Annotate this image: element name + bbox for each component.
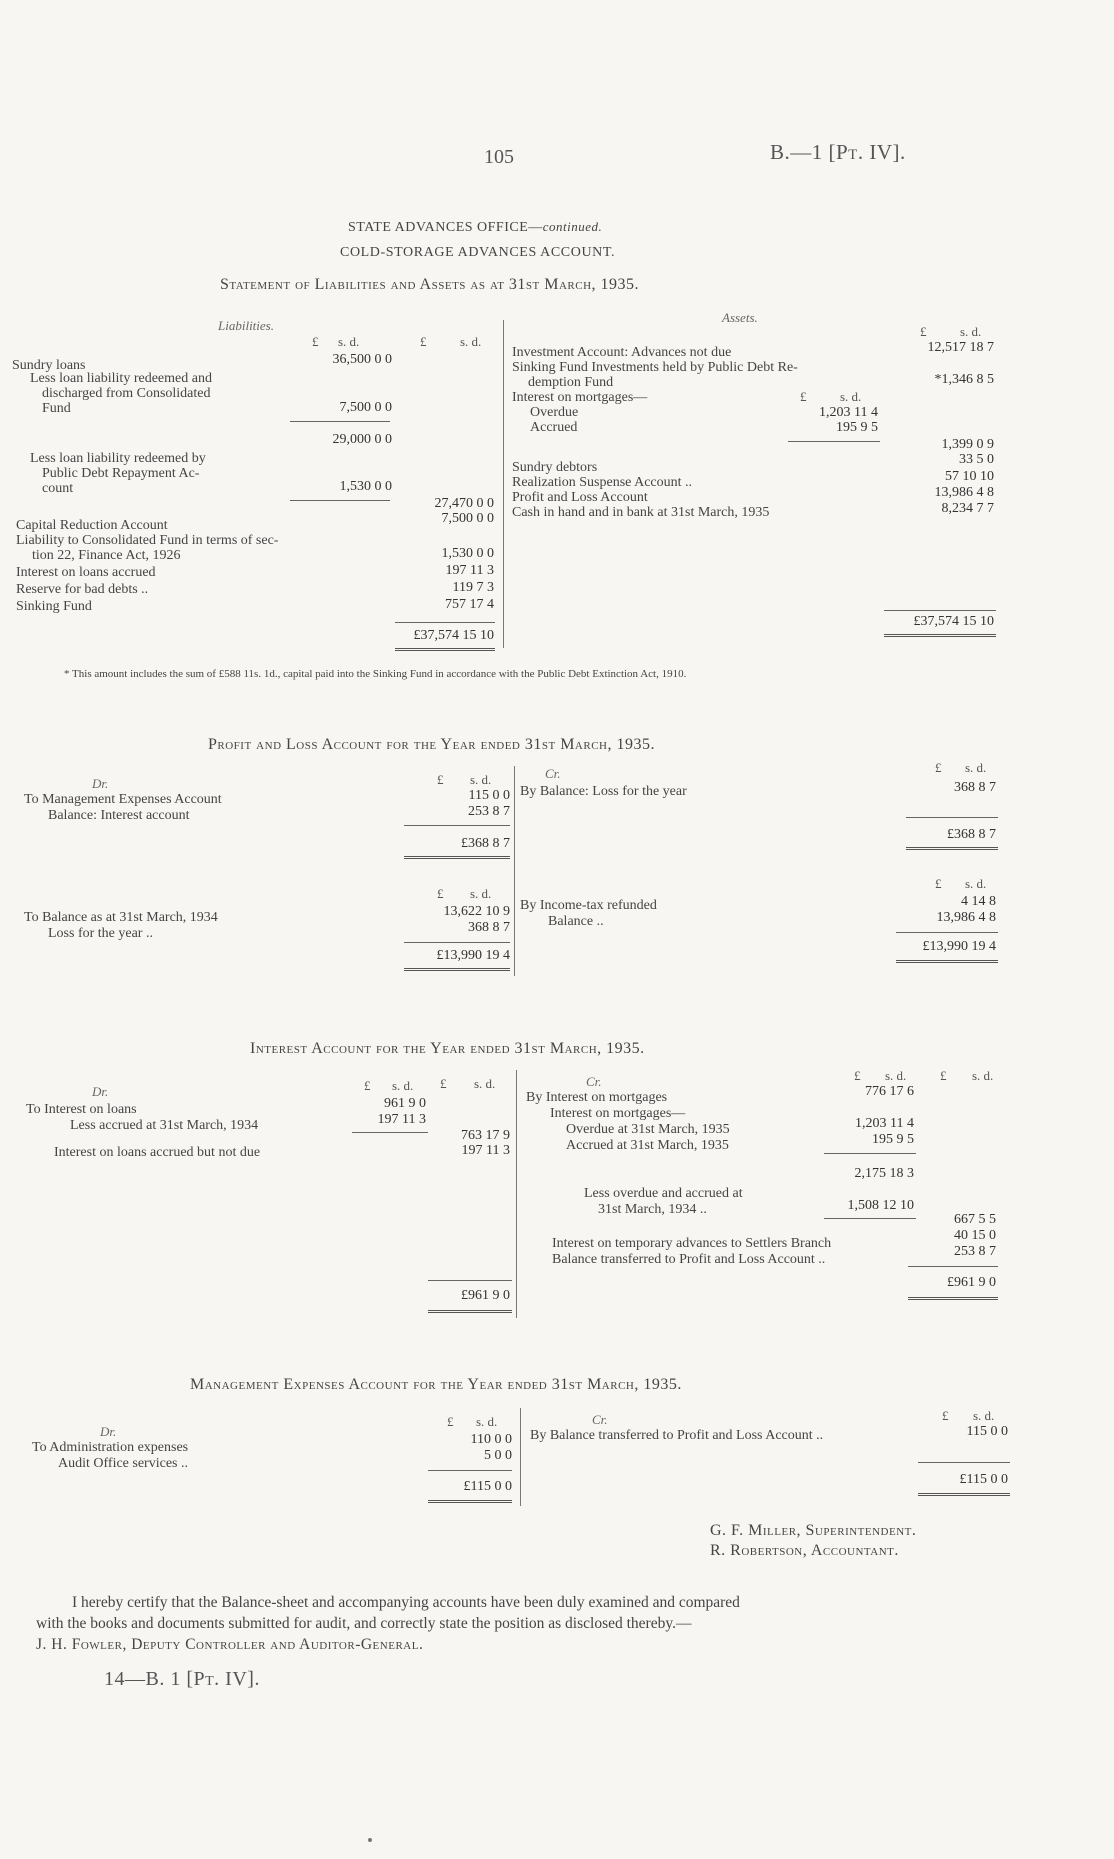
capital-reduction-label: Capital Reduction Account: [16, 518, 168, 533]
investment-label: Investment Account: Advances not due: [512, 345, 732, 360]
value-realization: 57 10 10: [945, 469, 994, 484]
assets-col-pound: £: [920, 324, 927, 339]
signature-superintendent: G. F. Miller, Superintendent.: [710, 1522, 917, 1539]
sundry-debtors-label: Sundry debtors: [512, 460, 598, 475]
statement-divider: [503, 320, 504, 648]
pl-rule-1-double: [404, 856, 510, 859]
value-sinking-fund: 757 17 4: [445, 597, 494, 612]
mortgage-interest-label: Interest on mortgages—: [512, 390, 648, 405]
int-value-temporary: 40 15 0: [954, 1228, 996, 1243]
liabilities-heading: Liabilities.: [218, 318, 274, 333]
col-header-pound-2: £: [420, 334, 427, 349]
document-ref: B.—1 [Pt. IV].: [770, 140, 906, 164]
sinking-investments-line2: demption Fund: [528, 375, 614, 390]
interest-dr: Dr.: [92, 1084, 109, 1099]
int-value-less: 197 11 3: [377, 1112, 426, 1127]
value-sundry-loans: 36,500 0 0: [332, 352, 392, 367]
int-transferred-label: Balance transferred to Profit and Loss Account ..: [552, 1252, 826, 1267]
mgmt-divider: [520, 1408, 521, 1506]
pl-col-sd: s. d.: [470, 772, 492, 787]
pl-right-total-2: £13,990 19 4: [922, 939, 996, 954]
value-investment: 12,517 18 7: [927, 340, 994, 355]
int-less-overdue-line2: 31st March, 1934 ..: [598, 1202, 707, 1217]
stray-mark: [368, 1838, 372, 1842]
pl-value-loss: 368 8 7: [954, 780, 996, 795]
pl-col-sd-2: s. d.: [470, 886, 492, 901]
value-subtotal: 29,000 0 0: [332, 432, 392, 447]
sinking-investments-line1: Sinking Fund Investments held by Public Debt Re-: [512, 360, 798, 375]
mgmt-right-col-pound: £: [942, 1408, 949, 1423]
accrued-label: Accrued: [530, 420, 578, 435]
mgmt-cr: Cr.: [592, 1412, 608, 1427]
less-redeemed-line1: Less loan liability redeemed and: [30, 371, 212, 386]
value-overdue: 1,203 11 4: [819, 405, 878, 420]
int-rule-total-double: [428, 1310, 512, 1313]
col-header-sd: s. d.: [338, 334, 360, 349]
pl-income-tax-label: By Income-tax refunded: [520, 898, 657, 913]
page-number: 105: [484, 146, 514, 168]
pl-right-col-sd-2: s. d.: [965, 876, 987, 891]
pl-col-pound-2: £: [437, 886, 444, 901]
liability-line1: Liability to Consolidated Fund in terms of sec-: [16, 533, 279, 548]
pl-rule-2: [404, 942, 510, 943]
int-value-accrued-not-due: 197 11 3: [461, 1143, 510, 1158]
mgmt-col-sd: s. d.: [476, 1414, 498, 1429]
pl-dr: Dr.: [92, 776, 109, 791]
value-accrued: 195 9 5: [836, 420, 878, 435]
certificate-line3: J. H. Fowler, Deputy Controller and Auditor-General.: [36, 1636, 424, 1653]
int-right-col-pound: £: [854, 1068, 861, 1083]
mgmt-right-rule: [918, 1462, 1010, 1463]
value-cash: 8,234 7 7: [941, 501, 994, 516]
int-right-col-sd: s. d.: [885, 1068, 907, 1083]
int-value-loans: 961 9 0: [384, 1096, 426, 1111]
pl-total-1: £368 8 7: [461, 836, 510, 851]
pl-cr: Cr.: [545, 766, 561, 781]
certificate-line2: with the books and documents submitted for audit, and correctly state the position as disclosed thereby.—: [36, 1615, 692, 1632]
pl-right-col-pound-2: £: [935, 876, 942, 891]
interest-cr: Cr.: [586, 1074, 602, 1089]
value-mortgage-total: 1,399 0 9: [941, 437, 994, 452]
rule-subtotal-2: [290, 500, 390, 501]
less-repayment-line3: count: [42, 481, 74, 496]
mgmt-dr: Dr.: [100, 1424, 117, 1439]
int-right-col-pound-2: £: [940, 1068, 947, 1083]
pl-balance-label: Balance: Interest account: [48, 808, 190, 823]
pl-right-rule-1-double: [906, 847, 998, 850]
value-less-repayment: 1,530 0 0: [339, 479, 392, 494]
liability-line2: tion 22, Finance Act, 1926: [32, 548, 181, 563]
mgmt-col-pound: £: [447, 1414, 454, 1429]
office-name: STATE ADVANCES OFFICE—: [348, 220, 543, 235]
int-total: £961 9 0: [461, 1288, 510, 1303]
footer-signature: 14—B. 1 [Pt. IV].: [104, 1668, 260, 1690]
int-less-overdue-line1: Less overdue and accrued at: [584, 1186, 743, 1201]
value-reserve: 119 7 3: [452, 580, 494, 595]
int-value-transferred: 253 8 7: [954, 1244, 996, 1259]
value-sinking-investments: *1,346 8 5: [934, 372, 994, 387]
value-sundry-debtors: 33 5 0: [959, 452, 994, 467]
mgmt-total: £115 0 0: [463, 1479, 512, 1494]
account-title: COLD-STORAGE ADVANCES ACCOUNT.: [340, 245, 616, 260]
sinking-fund-label: Sinking Fund: [16, 599, 92, 614]
pl-right-total-1: £368 8 7: [947, 827, 996, 842]
mgmt-transferred-label: By Balance transferred to Profit and Loss Account ..: [530, 1428, 824, 1443]
interest-divider: [516, 1070, 517, 1318]
value-liability: 1,530 0 0: [441, 546, 494, 561]
mgmt-right-rule-double: [918, 1493, 1010, 1496]
value-capital-reduction: 7,500 0 0: [441, 511, 494, 526]
mortgage-col-sd: s. d.: [840, 389, 862, 404]
value-pl-account: 13,986 4 8: [934, 485, 994, 500]
pl-title: Profit and Loss Account for the Year ended 31st March, 1935.: [208, 736, 655, 753]
int-accrued-label: Accrued at 31st March, 1935: [566, 1138, 729, 1153]
int-value-net: 667 5 5: [954, 1212, 996, 1227]
pl-value-income-tax: 4 14 8: [961, 894, 996, 909]
rule-liab-total-double: [395, 648, 495, 651]
statement-title: Statement of Liabilities and Assets as at 31st March, 1935.: [220, 276, 640, 293]
int-col-pound: £: [364, 1078, 371, 1093]
int-accrued-not-due-label: Interest on loans accrued but not due: [54, 1145, 261, 1160]
int-rule-total: [428, 1280, 512, 1281]
overdue-label: Overdue: [530, 405, 579, 420]
pl-right-col-sd: s. d.: [965, 760, 987, 775]
pl-value-loss-year: 368 8 7: [468, 920, 510, 935]
int-col-sd: s. d.: [392, 1078, 414, 1093]
rule-liab-total: [395, 622, 495, 623]
col-header-pound: £: [312, 334, 319, 349]
value-net-loans: 27,470 0 0: [434, 496, 494, 511]
pl-rule-1: [404, 825, 510, 826]
rule-subtotal-1: [290, 421, 390, 422]
pl-balance-right-label: Balance ..: [548, 914, 604, 929]
value-less-redeemed: 7,500 0 0: [339, 400, 392, 415]
pl-mgmt-label: To Management Expenses Account: [24, 792, 222, 807]
cash-label: Cash in hand and in bank at 31st March, 1935: [512, 505, 770, 520]
rule-mortgages: [788, 441, 880, 442]
mgmt-value-admin: 110 0 0: [470, 1432, 512, 1447]
assets-col-sd: s. d.: [960, 324, 982, 339]
sundry-loans-label: Sundry loans: [12, 358, 86, 373]
mgmt-value-audit: 5 0 0: [484, 1448, 512, 1463]
int-value-mortgages: 776 17 6: [865, 1084, 914, 1099]
pl-rule-2-double: [404, 968, 510, 971]
pl-right-rule-1: [906, 817, 998, 818]
value-interest-accrued: 197 11 3: [445, 563, 494, 578]
pl-divider: [514, 766, 515, 976]
int-right-rule-sub: [824, 1153, 916, 1154]
rule-assets-total: [884, 610, 996, 611]
int-col-pound-2: £: [440, 1076, 447, 1091]
int-less-accrued-label: Less accrued at 31st March, 1934: [70, 1118, 259, 1133]
pl-total-2: £13,990 19 4: [436, 948, 510, 963]
int-value-overdue: 1,203 11 4: [855, 1116, 914, 1131]
pl-value-balance-1934: 13,622 10 9: [443, 904, 510, 919]
pl-loss-year-label: Loss for the year ..: [48, 926, 153, 941]
assets-heading: Assets.: [722, 310, 758, 325]
less-redeemed-line2: discharged from Consolidated: [42, 386, 211, 401]
less-repayment-line2: Public Debt Repayment Ac-: [42, 466, 200, 481]
mgmt-title: Management Expenses Account for the Year ended 31st March, 1935.: [190, 1376, 682, 1393]
office-continued: continued.: [542, 219, 603, 234]
pl-loss-label: By Balance: Loss for the year: [520, 784, 687, 799]
int-right-rule-total-double: [908, 1297, 998, 1300]
signature-accountant: R. Robertson, Accountant.: [710, 1542, 899, 1559]
rule-assets-total-double: [884, 634, 996, 637]
less-redeemed-line3: Fund: [42, 401, 71, 416]
pl-balance-1934-label: To Balance as at 31st March, 1934: [24, 910, 218, 925]
mgmt-rule: [428, 1470, 512, 1471]
less-repayment-line1: Less loan liability redeemed by: [30, 451, 206, 466]
reserve-label: Reserve for bad debts ..: [16, 582, 149, 597]
realization-label: Realization Suspense Account ..: [512, 475, 693, 490]
int-right-rule-total: [908, 1266, 998, 1267]
int-value-subtotal: 2,175 18 3: [854, 1166, 914, 1181]
certificate-line1: I hereby certify that the Balance-sheet and accompanying accounts have been duly examined and compared: [72, 1594, 740, 1611]
office-title: [348, 219, 602, 236]
int-right-total: £961 9 0: [947, 1275, 996, 1290]
assets-total: £37,574 15 10: [913, 614, 994, 629]
pl-right-rule-2-double: [896, 960, 998, 963]
mgmt-audit-label: Audit Office services ..: [58, 1456, 188, 1471]
interest-title: Interest Account for the Year ended 31st March, 1935.: [250, 1040, 645, 1057]
int-mortgages-heading: Interest on mortgages—: [550, 1106, 686, 1121]
col-header-sd-2: s. d.: [460, 334, 482, 349]
pl-account-label: Profit and Loss Account: [512, 490, 648, 505]
pl-value-balance: 253 8 7: [468, 804, 510, 819]
int-overdue-label: Overdue at 31st March, 1935: [566, 1122, 730, 1137]
liabilities-total: £37,574 15 10: [413, 628, 494, 643]
pl-value-mgmt: 115 0 0: [468, 788, 510, 803]
pl-right-rule-2: [896, 932, 998, 933]
int-loans-label: To Interest on loans: [26, 1102, 137, 1117]
int-right-col-sd-2: s. d.: [972, 1068, 994, 1083]
int-temporary-label: Interest on temporary advances to Settlers Branch: [552, 1236, 832, 1251]
int-rule-less: [352, 1132, 428, 1133]
pl-right-col-pound: £: [935, 760, 942, 775]
interest-accrued-label: Interest on loans accrued: [16, 565, 156, 580]
int-col-sd-2: s. d.: [474, 1076, 496, 1091]
int-value-accrued: 195 9 5: [872, 1132, 914, 1147]
int-value-less-overdue: 1,508 12 10: [847, 1198, 914, 1213]
mgmt-right-total: £115 0 0: [959, 1472, 1008, 1487]
mgmt-admin-label: To Administration expenses: [32, 1440, 189, 1455]
footnote: * This amount includes the sum of £588 11s. 1d., capital paid into the Sinking Fund in accordance with the Public Debt Extinction Act, 1910.: [64, 668, 687, 680]
pl-col-pound: £: [437, 772, 444, 787]
mgmt-right-col-sd: s. d.: [973, 1408, 995, 1423]
pl-value-balance-right: 13,986 4 8: [936, 910, 996, 925]
mgmt-value-transferred: 115 0 0: [966, 1424, 1008, 1439]
int-value-net: 763 17 9: [461, 1128, 510, 1143]
int-mortgages-label: By Interest on mortgages: [526, 1090, 668, 1105]
mgmt-rule-double: [428, 1500, 512, 1503]
mortgage-col-pound: £: [800, 389, 807, 404]
